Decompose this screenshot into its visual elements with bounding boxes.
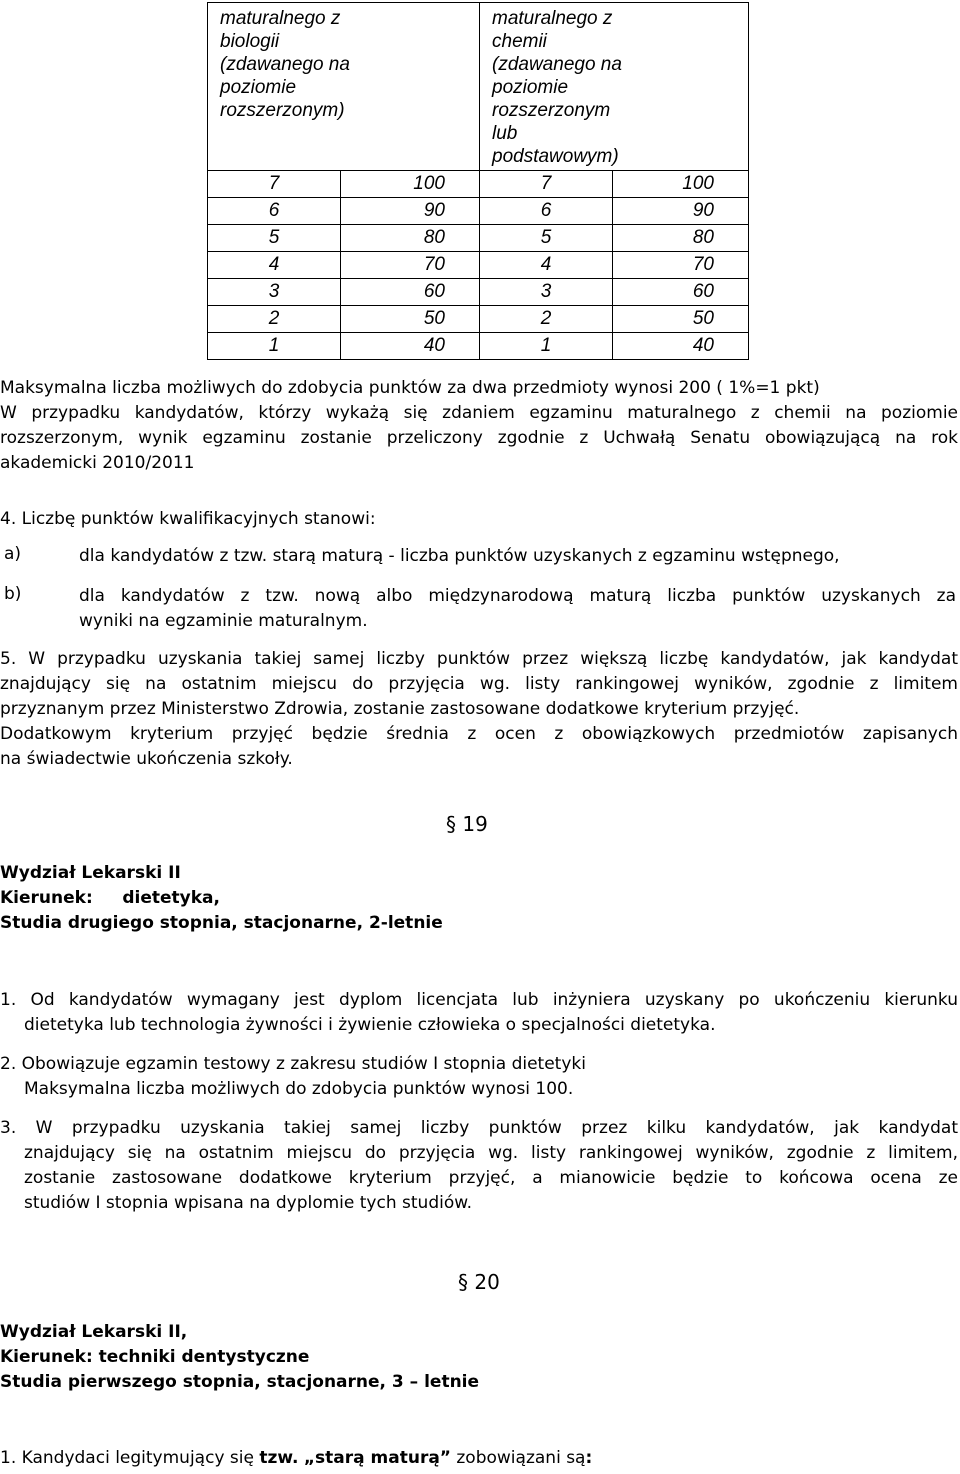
paragraph-line: Maksymalna liczba możliwych do zdobycia punktów wynosi 100.	[24, 1079, 574, 1099]
table-cell: 70	[613, 252, 749, 279]
header-biology	[208, 3, 480, 171]
header-line: biologii	[220, 31, 280, 52]
table-cell: 2	[208, 306, 341, 333]
header-line: podstawowym)	[492, 146, 619, 167]
paragraph-line: rozszerzonym, wynik egzaminu zostanie przeliczony zgodnie z Uchwałą Senatu obowiązującą na rok	[0, 428, 958, 448]
paragraph-line: 1. Od kandydatów wymagany jest dyplom licencjata lub inżyniera uzyskany po ukończeniu kierunku	[0, 990, 958, 1010]
section-19-heading	[0, 861, 958, 936]
paragraph-line: akademicki 2010/2011	[0, 453, 195, 473]
table-row	[208, 279, 749, 306]
item-4b-line: wyniki na egzaminie maturalnym.	[79, 611, 368, 631]
paragraph-line: 2. Obowiązuje egzamin testowy z zakresu studiów I stopnia dietetyki	[0, 1054, 586, 1074]
section-20-heading	[0, 1320, 958, 1395]
paragraph-line: zostanie zastosowane dodatkowe kryterium przyjęć, a mianowicie będzie to końcowa ocena ze	[24, 1168, 958, 1188]
table-cell: 100	[341, 171, 480, 198]
table-cell: 70	[341, 252, 480, 279]
table-row	[208, 306, 749, 333]
table-cell: 7	[208, 171, 341, 198]
paragraph-line: na świadectwie ukończenia szkoły.	[0, 749, 293, 769]
table-cell: 60	[341, 279, 480, 306]
header-line: poziomie	[220, 77, 297, 98]
table-cell: 4	[480, 252, 613, 279]
heading-line: Studia pierwszego stopnia, stacjonarne, 3 – letnie	[0, 1372, 480, 1392]
points-paragraph	[0, 376, 958, 476]
table-cell: 90	[613, 198, 749, 225]
item-4-title-text: 4. Liczbę punktów kwalifikacyjnych stanowi:	[0, 509, 376, 529]
item-4-title	[0, 507, 958, 532]
paragraph-line: znajdujący się na ostatnim miejscu do przyjęcia wg. listy rankingowej wyników, zgodnie z limitem,	[24, 1143, 958, 1163]
text-segment: zobowiązani są	[450, 1448, 586, 1468]
table-cell: 90	[341, 198, 480, 225]
paragraph-line: studiów I stopnia wpisana na dyplomie tych studiów.	[24, 1193, 472, 1213]
list-marker: a)	[4, 544, 22, 564]
header-line: maturalnego z	[220, 8, 341, 29]
table-cell: 80	[341, 225, 480, 252]
section-19-point-1	[0, 988, 958, 1038]
table-cell: 2	[480, 306, 613, 333]
item-4a-text: dla kandydatów z tzw. starą maturą - liczba punktów uzyskanych z egzaminu wstępnego,	[79, 546, 840, 566]
section-20-point-1	[0, 1446, 958, 1471]
table-cell: 50	[341, 306, 480, 333]
header-line: lub	[492, 123, 518, 144]
table-cell: 1	[480, 333, 613, 360]
paragraph-line: Maksymalna liczba możliwych do zdobycia punktów za dwa przedmioty wynosi 200 ( 1%=1 pkt)	[0, 378, 820, 398]
paragraph-line: 5. W przypadku uzyskania takiej samej liczby punktów przez większą liczbę kandydatów, jak kandydat	[0, 649, 958, 669]
list-marker: b)	[4, 584, 22, 604]
header-line: (zdawanego na	[220, 54, 350, 75]
table-cell: 1	[208, 333, 341, 360]
text-segment-bold: „starą maturą”	[303, 1448, 451, 1468]
item-5-paragraph	[0, 647, 958, 772]
table-cell: 6	[208, 198, 341, 225]
section-19-point-3	[0, 1116, 958, 1216]
table-cell: 3	[480, 279, 613, 306]
table-cell: 4	[208, 252, 341, 279]
table-cell: 5	[208, 225, 341, 252]
text-segment-bold: :	[585, 1448, 593, 1468]
paragraph-line	[0, 1446, 958, 1471]
heading-line: Studia drugiego stopnia, stacjonarne, 2-letnie	[0, 913, 443, 933]
paragraph-line: przyznanym przez Ministerstwo Zdrowia, zostanie zastosowane dodatkowe kryterium przyjęć.	[0, 699, 800, 719]
paragraph-line: 3. W przypadku uzyskania takiej samej liczby punktów przez kilku kandydatów, jak kandydat	[0, 1118, 958, 1138]
table-cell: 50	[613, 306, 749, 333]
score-table	[207, 2, 749, 360]
table-cell: 40	[613, 333, 749, 360]
paragraph-line: Dodatkowym kryterium przyjęć będzie średnia z ocen z obowiązkowych przedmiotów zapisanych	[0, 724, 958, 744]
table-cell: 6	[480, 198, 613, 225]
table-row	[208, 333, 749, 360]
header-line: rozszerzonym	[492, 100, 611, 121]
header-chemistry	[480, 3, 749, 171]
table-cell: 40	[341, 333, 480, 360]
paragraph-line: W przypadku kandydatów, którzy wykażą się zdaniem egzaminu maturalnego z chemii na poziomie	[0, 403, 958, 423]
table-row	[208, 171, 749, 198]
heading-line: Wydział Lekarski II	[0, 863, 181, 883]
paragraph-line: znajdujący się na ostatnim miejscu do przyjęcia wg. listy rankingowej wyników, zgodnie z limitem	[0, 674, 958, 694]
table-row	[208, 225, 749, 252]
table-cell: 3	[208, 279, 341, 306]
table-header-row	[208, 3, 749, 171]
text-segment-bold: tzw.	[259, 1448, 299, 1468]
table-cell: 100	[613, 171, 749, 198]
heading-line: Wydział Lekarski II,	[0, 1322, 188, 1342]
table-cell: 5	[480, 225, 613, 252]
heading-line: Kierunek: techniki dentystyczne	[0, 1347, 310, 1367]
item-4b-line: dla kandydatów z tzw. nową albo międzynarodową maturą liczba punktów uzyskanych za	[79, 586, 956, 606]
section-20-mark: § 20	[458, 1270, 500, 1294]
header-line: maturalnego z	[492, 8, 613, 29]
header-line: rozszerzonym)	[220, 100, 345, 121]
table-cell: 7	[480, 171, 613, 198]
header-line: poziomie	[492, 77, 569, 98]
text-segment: 1. Kandydaci legitymujący się	[0, 1448, 260, 1468]
section-19-point-2	[0, 1052, 958, 1102]
header-line: (zdawanego na	[492, 54, 622, 75]
table-cell: 80	[613, 225, 749, 252]
paragraph-line: dietetyka lub technologia żywności i żywienie człowieka o specjalności dietetyka.	[24, 1015, 716, 1035]
section-19-mark: § 19	[446, 812, 488, 836]
table-row	[208, 252, 749, 279]
table-row	[208, 198, 749, 225]
header-line: chemii	[492, 31, 547, 52]
table-cell: 60	[613, 279, 749, 306]
heading-line: Kierunek: dietetyka,	[0, 888, 220, 908]
